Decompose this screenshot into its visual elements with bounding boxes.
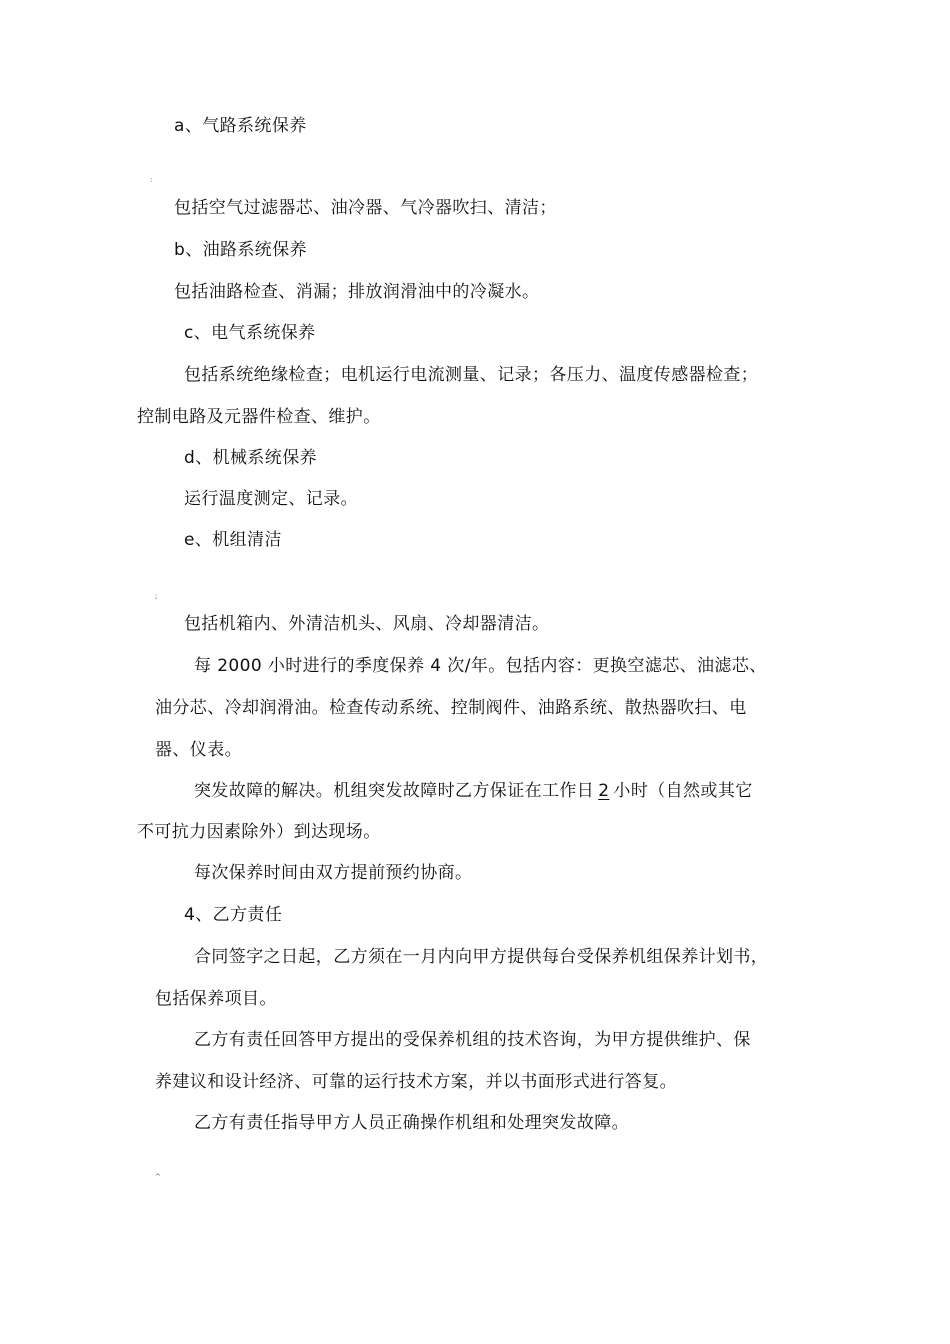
section-e-heading: e、机组清洁	[184, 530, 282, 550]
responsibility-p2-line-2: 养建议和设计经济、可靠的运行技术方案，并以书面形式进行答复。	[155, 1072, 677, 1092]
responsibility-p1-line-2: 包括保养项目。	[155, 989, 277, 1009]
section-d-body: 运行温度测定、记录。	[184, 489, 358, 509]
response-hours-value: 2	[598, 781, 610, 801]
emergency-text-before: 突发故障的解决。机组突发故障时乙方保证在工作日	[194, 781, 595, 801]
responsibility-p1-line-1: 合同签字之日起，乙方须在一月内向甲方提供每台受保养机组保养计划书，	[194, 947, 769, 967]
responsibility-heading: 4、乙方责任	[184, 905, 283, 925]
quarterly-line-3: 器、仪表。	[155, 740, 242, 760]
emergency-text-after: 小时（自然或其它	[613, 781, 753, 801]
stray-mark: :	[150, 176, 153, 184]
stray-mark: ^	[155, 1173, 161, 1181]
schedule-note: 每次保养时间由双方提前预约协商。	[194, 863, 473, 883]
section-c-body-line-1: 包括系统绝缘检查；电机运行电流测量、记录；各压力、温度传感器检查；	[184, 365, 759, 385]
section-c-body-line-2: 控制电路及元器件检查、维护。	[137, 407, 381, 427]
section-b-body: 包括油路检查、消漏；排放润滑油中的冷凝水。	[174, 282, 540, 302]
section-a-body: 包括空气过滤器芯、油冷器、气冷器吹扫、清洁；	[174, 198, 557, 218]
responsibility-p3-line-1: 乙方有责任指导甲方人员正确操作机组和处理突发故障。	[194, 1113, 629, 1133]
responsibility-p2-line-1: 乙方有责任回答甲方提出的受保养机组的技术咨询，为甲方提供维护、保	[194, 1030, 751, 1050]
section-a-heading: a、气路系统保养	[174, 116, 307, 136]
quarterly-line-1: 每 2000 小时进行的季度保养 4 次/年。包括内容：更换空滤芯、油滤芯、	[194, 656, 767, 676]
emergency-line-2: 不可抗力因素除外）到达现场。	[137, 822, 381, 842]
section-d-heading: d、机械系统保养	[184, 448, 317, 468]
stray-mark: ;	[155, 592, 158, 600]
section-b-heading: b、油路系统保养	[174, 240, 307, 260]
section-e-body: 包括机箱内、外清洁机头、风扇、冷却器清洁。	[184, 614, 550, 634]
emergency-line-1	[194, 780, 753, 802]
section-c-heading: c、电气系统保养	[184, 323, 316, 343]
quarterly-line-2: 油分芯、冷却润滑油。检查传动系统、控制阀件、油路系统、散热器吹扫、电	[155, 698, 747, 718]
